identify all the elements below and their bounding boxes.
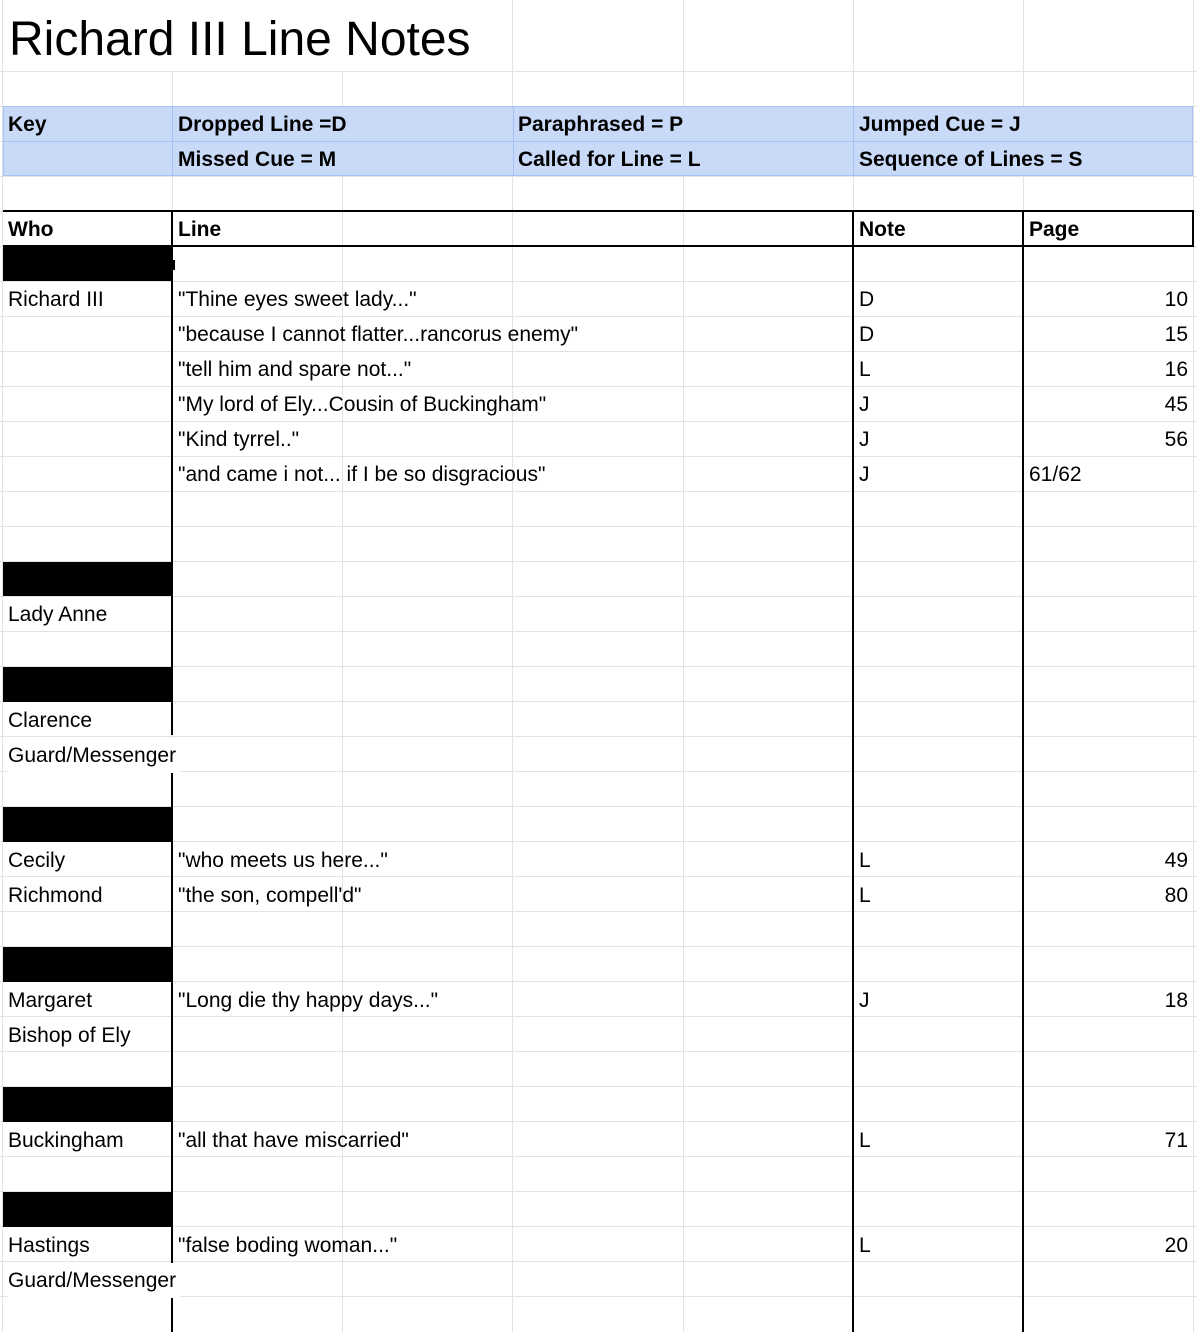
grid-line [0,1121,1197,1122]
redacted-block [3,562,172,596]
table-cell-who[interactable]: Lady Anne [8,603,108,626]
key-divider [513,107,514,175]
table-cell-who[interactable]: Richard III [8,288,104,311]
key-divider [172,107,173,175]
table-border [171,771,173,1332]
redacted-block [3,947,172,982]
table-cell-note[interactable]: L [859,358,871,381]
grid-line [0,736,1197,737]
table-cell-who[interactable]: Richmond [8,884,103,907]
grid-line [0,1226,1197,1227]
redacted-block [3,1087,172,1122]
table-border [171,210,173,735]
grid-line [0,1086,1197,1087]
grid-line [0,1051,1197,1052]
table-cell-page[interactable]: 80 [1164,884,1188,907]
grid-line [0,631,1197,632]
table-cell-who[interactable]: Cecily [8,849,66,872]
redacted-block [172,260,175,270]
table-cell-who[interactable]: Bishop of Ely [8,1024,131,1047]
grid-line [0,1191,1197,1192]
key-item-sequence-of-lines: Sequence of Lines = S [859,148,1083,171]
table-cell-line[interactable]: "and came i not... if I be so disgracious" [178,463,546,486]
table-cell-note[interactable]: L [859,884,871,907]
table-cell-who[interactable]: Margaret [8,989,93,1012]
table-cell-note[interactable]: J [859,428,870,451]
grid-line [0,981,1197,982]
grid-line [0,71,1197,72]
table-cell-line[interactable]: "Long die thy happy days..." [178,989,439,1012]
table-border [1022,210,1024,1332]
table-cell-note[interactable]: D [859,323,875,346]
grid-line [0,946,1197,947]
grid-line [0,526,1197,527]
table-cell-who[interactable]: Clarence [8,709,93,732]
table-cell-line[interactable]: "because I cannot flatter...rancorus enemy" [178,323,579,346]
table-border [1192,210,1194,246]
key-item-called-for-line: Called for Line = L [518,148,701,171]
grid-line [0,561,1197,562]
column-header-note[interactable]: Note [859,218,906,241]
table-cell-page[interactable]: 18 [1164,989,1188,1012]
table-cell-note[interactable]: L [859,1129,871,1152]
table-border [852,210,854,1332]
table-cell-line[interactable]: "tell him and spare not..." [178,358,412,381]
table-cell-page[interactable]: 45 [1164,393,1188,416]
table-cell-page[interactable]: 56 [1164,428,1188,451]
grid-line [0,666,1197,667]
table-cell-note[interactable]: D [859,288,875,311]
key-item-jumped-cue: Jumped Cue = J [859,113,1021,136]
table-cell-who[interactable]: Buckingham [8,1129,124,1152]
redacted-block [3,807,172,842]
redacted-block [3,667,172,702]
grid-line [0,701,1197,702]
page-title: Richard III Line Notes [9,13,471,66]
table-cell-note[interactable]: L [859,1234,871,1257]
table-cell-page[interactable]: 20 [1164,1234,1188,1257]
table-cell-page[interactable]: 10 [1164,288,1188,311]
table-cell-page[interactable]: 71 [1164,1129,1188,1152]
table-cell-page[interactable]: 16 [1164,358,1188,381]
table-cell-note[interactable]: J [859,463,870,486]
table-cell-line[interactable]: "who meets us here..." [178,849,388,872]
table-cell-line[interactable]: "Thine eyes sweet lady..." [178,288,417,311]
redacted-block [3,247,172,281]
table-cell-line[interactable]: "the son, compell'd" [178,884,362,907]
table-cell-line[interactable]: "Kind tyrrel.." [178,428,300,451]
key-item-missed-cue: Missed Cue = M [178,148,337,171]
table-cell-who[interactable]: Hastings [8,1234,90,1257]
key-item-paraphrased: Paraphrased = P [518,113,684,136]
grid-line [0,596,1197,597]
table-cell-page[interactable]: 49 [1164,849,1188,872]
table-cell-note[interactable]: J [859,393,870,416]
table-cell-page[interactable]: 15 [1164,323,1188,346]
table-cell-who[interactable]: Guard/Messenger [8,1263,180,1298]
key-label: Key [8,113,47,136]
grid-line [0,806,1197,807]
redacted-block [3,1192,172,1227]
table-cell-line[interactable]: "false boding woman..." [178,1234,398,1257]
table-cell-page[interactable]: 61/62 [1029,463,1082,486]
column-header-line[interactable]: Line [178,218,222,241]
grid-line [0,841,1197,842]
column-header-page[interactable]: Page [1029,218,1080,241]
column-header-who[interactable]: Who [8,218,54,241]
key-divider [853,107,854,175]
table-cell-note[interactable]: L [859,849,871,872]
table-cell-line[interactable]: "all that have miscarried" [178,1129,409,1152]
table-cell-line[interactable]: "My lord of Ely...Cousin of Buckingham" [178,393,547,416]
table-cell-who[interactable]: Guard/Messenger [8,738,180,773]
key-item-dropped-line: Dropped Line =D [178,113,347,136]
table-cell-note[interactable]: J [859,989,870,1012]
